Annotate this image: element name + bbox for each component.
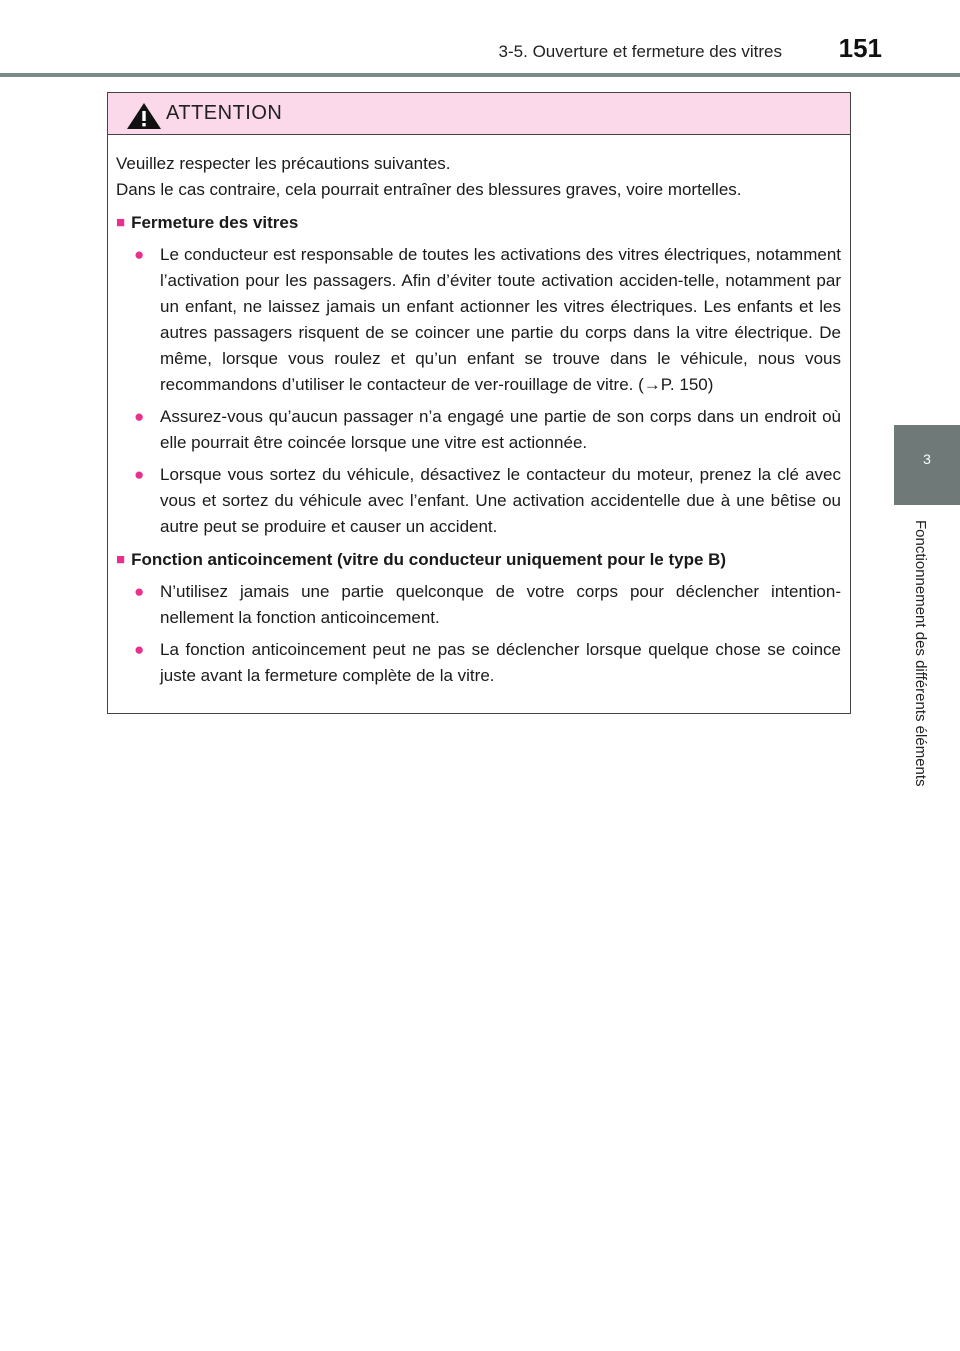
- header-title: 3-5. Ouverture et fermeture des vitres: [498, 42, 782, 61]
- square-marker-icon: ■: [116, 214, 126, 231]
- warning-triangle-icon: [126, 102, 162, 130]
- section-heading-text: Fonction anticoincement (vitre du conducteur uniquement pour le type B): [131, 550, 727, 569]
- header-rule: [0, 73, 960, 77]
- section-heading: [116, 210, 841, 236]
- bullet-dot-icon: ●: [134, 640, 145, 659]
- intro-line: Veuillez respecter les précautions suivantes.: [116, 154, 451, 173]
- list-item-text: La fonction anticoincement peut ne pas se déclencher lorsque quelque chose se coince juste avant la fermeture complète de la vitre.: [160, 640, 841, 685]
- chapter-side-label: Fonctionnement des différents éléments: [912, 520, 929, 787]
- list-item: [134, 579, 841, 631]
- chapter-tab-number: 3: [923, 451, 931, 467]
- section-heading: [116, 547, 841, 573]
- list-item-text: N’utilisez jamais une partie quelconque de votre corps pour déclencher intention-nellement la fonction anticoincement.: [160, 582, 841, 627]
- list-item-text: Assurez-vous qu’aucun passager n’a engagé une partie de son corps dans un endroit où elle pourrait être coincée lorsque une vitre est actionnée.: [160, 407, 841, 452]
- list-item: [134, 404, 841, 456]
- list-item: [134, 637, 841, 689]
- list-item-text: Le conducteur est responsable de toutes les activations des vitres électriques, notamment l’activation pour les passagers. Afin d’éviter toute activation acciden-telle, notamment par un enfant, ne laissez jamais un enfant actionner les vitres électriques. Les enfants et les autres passagers risquent de se coincer une partie du corps dans la vitre électrique. De même, lorsque vous roulez et qu’un enfant se trouve dans le véhicule, nous vous recommandons d’utiliser le contacteur de ver-rouillage de vitre. (→P. 150): [160, 245, 841, 394]
- bullet-dot-icon: ●: [134, 582, 145, 601]
- warning-header: [108, 93, 850, 135]
- list-item: [134, 242, 841, 398]
- bullet-dot-icon: ●: [134, 407, 145, 426]
- bullet-dot-icon: ●: [134, 245, 145, 264]
- list-item-text: Lorsque vous sortez du véhicule, désactivez le contacteur du moteur, prenez la clé avec vous et sortez du véhicule avec l’enfant. Une activation accidentelle due à une bêtise ou autre peut se produire et causer un accident.: [160, 465, 841, 536]
- chapter-tab: [894, 425, 960, 505]
- list-item: [134, 462, 841, 540]
- intro-line: Dans le cas contraire, cela pourrait entraîner des blessures graves, voire mortelles.: [116, 180, 742, 199]
- page-number: 151: [838, 33, 882, 63]
- section-heading-text: Fermeture des vitres: [131, 213, 299, 232]
- warning-title: ATTENTION: [166, 102, 283, 124]
- warning-box: [107, 92, 851, 714]
- square-marker-icon: ■: [116, 551, 126, 568]
- warning-body: [108, 135, 850, 689]
- bullet-dot-icon: ●: [134, 465, 145, 484]
